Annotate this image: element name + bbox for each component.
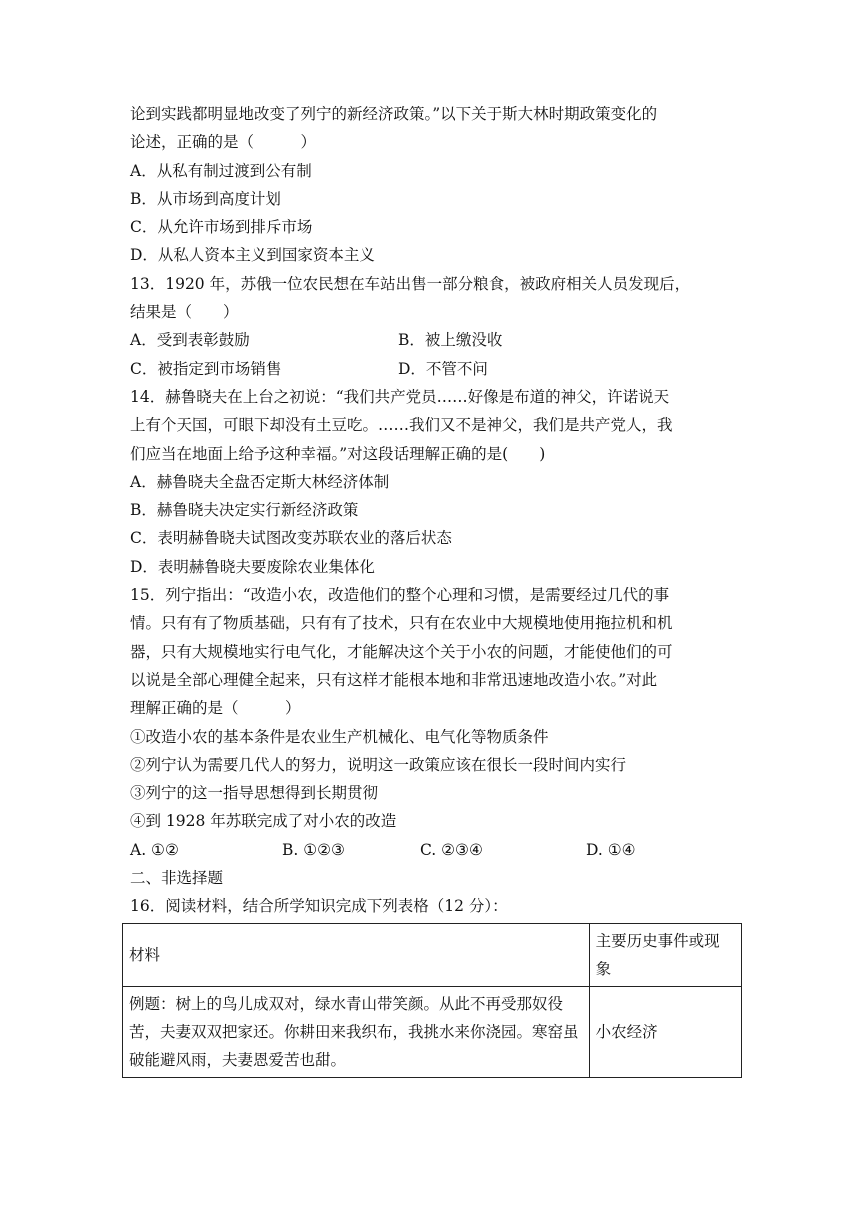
q13-stem-line2: 结果是（ ） xyxy=(130,303,239,322)
document-page xyxy=(130,100,742,1078)
table-cell-event: 小农经济 xyxy=(589,986,741,1077)
q14-stem-line3: 们应当在地面上给予这种幸福。”对这段话理解正确的是( ) xyxy=(130,444,546,463)
q15-option-d: D. ①④ xyxy=(586,840,636,859)
q15-statement-4: ④到 1928 年苏联完成了对小农的改造 xyxy=(130,812,397,831)
q15-stem-line3: 器，只有大规模地实行电气化，才能解决这个关于小农的问题，才能使他们的可 xyxy=(130,642,673,661)
q12-option-d: D．从私人资本主义到国家资本主义 xyxy=(130,246,375,265)
q15-statement-2: ②列宁认为需要几代人的努力，说明这一政策应该在很长一段时间内实行 xyxy=(130,755,627,774)
q15-option-a: A. ①② xyxy=(130,840,179,859)
q14-option-d: D．表明赫鲁晓夫要废除农业集体化 xyxy=(130,557,375,576)
table-header-event: 主要历史事件或现象 xyxy=(589,923,741,986)
q16-stem: 16．阅读材料，结合所学知识完成下列表格（12 分）： xyxy=(130,897,508,916)
q14-stem-line2: 上有个天国，可眼下却没有土豆吃。……我们又不是神父，我们是共产党人，我 xyxy=(130,416,673,435)
table-cell-material: 例题：树上的鸟儿成双对，绿水青山带笑颜。从此不再受那奴役苦，夫妻双双把家还。你耕田来我织布，我挑水来你浇园。寒窑虽破能避风雨，夫妻恩爱苦也甜。 xyxy=(123,986,590,1077)
q16-table xyxy=(122,923,742,1078)
q13-option-c: C．被指定到市场销售 xyxy=(130,359,282,378)
q14-option-c: C．表明赫鲁晓夫试图改变苏联农业的落后状态 xyxy=(130,529,452,548)
q15-options-row xyxy=(130,836,742,864)
section-heading: 二、非选择题 xyxy=(130,869,224,888)
q13-options-row1 xyxy=(130,326,742,354)
q13-option-d: D．不管不问 xyxy=(398,359,488,378)
q15-stem-line2: 情。只有有了物质基础，只有有了技术，只有在农业中大规模地使用拖拉机和机 xyxy=(130,614,673,633)
q15-option-b: B. ①②③ xyxy=(282,840,345,859)
q12-option-c: C．从允许市场到排斥市场 xyxy=(130,218,313,237)
q12-stem-line2: 论述，正确的是（ ） xyxy=(130,133,317,152)
q15-stem-line5: 理解正确的是（ ） xyxy=(130,699,301,718)
q15-stem-line4: 以说是全部心理健全起来，只有这样才能根本地和非常迅速地改造小农。”对此 xyxy=(130,670,658,689)
q14-option-a: A．赫鲁晓夫全盘否定斯大林经济体制 xyxy=(130,472,390,491)
q12-stem-line1: 论到实践都明显地改变了列宁的新经济政策。”以下关于斯大林时期政策变化的 xyxy=(130,105,658,123)
q14-stem-line1: 14．赫鲁晓夫在上台之初说：“我们共产党员……好像是布道的神父，许诺说天 xyxy=(130,387,670,406)
q15-option-c: C. ②③④ xyxy=(420,840,483,859)
table-header-material: 材料 xyxy=(123,923,590,986)
q15-statement-3: ③列宁的这一指导思想得到长期贯彻 xyxy=(130,784,379,803)
q12-option-b: B．从市场到高度计划 xyxy=(130,189,281,208)
q14-option-b: B．赫鲁晓夫决定实行新经济政策 xyxy=(130,501,359,520)
q15-stem-line1: 15．列宁指出：“改造小农，改造他们的整个心理和习惯，是需要经过几代的事 xyxy=(130,586,670,605)
q13-stem-line1: 13．1920 年，苏俄一位农民想在车站出售一部分粮食，被政府相关人员发现后， xyxy=(130,274,691,293)
q12-option-a: A．从私有制过渡到公有制 xyxy=(130,161,312,180)
q15-statement-1: ①改造小农的基本条件是农业生产机械化、电气化等物质条件 xyxy=(130,727,549,746)
table-row xyxy=(123,986,742,1077)
q13-options-row2 xyxy=(130,355,742,383)
q13-option-a: A．受到表彰鼓励 xyxy=(130,331,250,350)
table-header-row xyxy=(123,923,742,986)
q13-option-b: B．被上缴没收 xyxy=(398,331,503,350)
